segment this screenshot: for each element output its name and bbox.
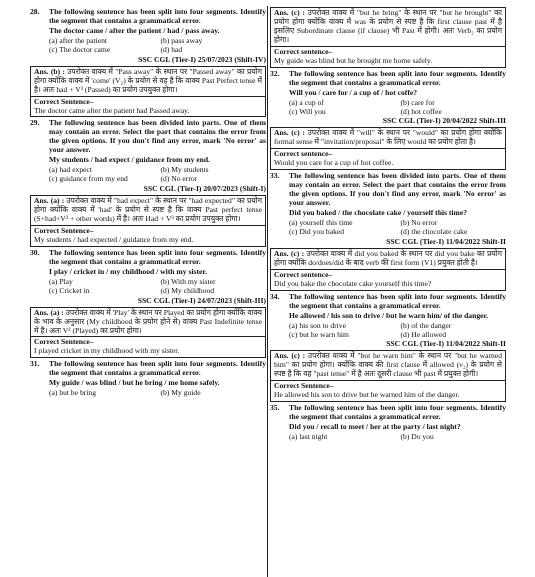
question-block xyxy=(270,293,506,340)
answer-label: Ans. (a) : xyxy=(34,307,64,317)
correct-sentence-box xyxy=(30,97,266,118)
correct-sentence-box xyxy=(270,270,506,291)
question-sentence: Did you baked / the chocolate cake / yourself this time? xyxy=(289,208,468,218)
question-number: 33. xyxy=(270,171,280,181)
answer-explanation xyxy=(30,195,266,226)
answer-explanation xyxy=(270,127,506,149)
question-block xyxy=(270,404,506,442)
column-divider xyxy=(267,6,268,577)
answer-text: उपरोक्त वाक्य में "but he warn him" के स्थान पर "but he warned him" का प्रयोग होगा। क्योंकि वाक्य की first clause में allowed (v₂) के प्रयोग से स्पष्ट है कि वह "past tense" में है अतः दूसरी clause भी past में प्रयुक्त होगी। xyxy=(274,351,502,379)
question-sentence: My guide / was blind / but he bring / me home safely. xyxy=(49,378,220,388)
correct-sentence-text: Would you care for a cup of hot coffee. xyxy=(274,158,394,168)
question-sentence: He allowed / his son to drive / but he warn him/ of the danger. xyxy=(289,310,489,320)
option-item: (d) My childhood xyxy=(160,285,215,295)
option-item: (b) pass away xyxy=(160,35,203,45)
correct-sentence-text: He allowed his son to drive but he warned him of the danger. xyxy=(274,390,460,400)
question-instruction: The following sentence has been divided into parts. One of them may contain an error. Select the part that contains the error from the given options. If you don't find any error, mark 'No error' as your answer. xyxy=(289,171,506,208)
question-number: 34. xyxy=(270,291,280,301)
question-body xyxy=(49,8,266,55)
option-item: (a) yourself this time xyxy=(289,218,353,228)
question-body xyxy=(49,119,266,184)
question-number: 28. xyxy=(30,7,40,16)
answer-label: Ans. (c) : xyxy=(274,128,305,138)
correct-sentence-label: Correct sentence– xyxy=(274,46,333,56)
question-instruction: The following sentence has been split into four segments. Identify the segment that contains a grammatical error. xyxy=(289,68,506,87)
left-column xyxy=(30,6,266,577)
answer-text: उपरोक्त वाक्य में "but he bring" के स्थान पर "but he brought" का प्रयोग होगा क्योंकि वाक्य में was के प्रयोग से स्पष्ट है कि first clause past में है इसलिए Subordinate clause (if clause) भी Past में होगी। अतः Verb₂ का प्रयोग होगा। xyxy=(274,8,502,44)
correct-sentence-box xyxy=(30,337,266,358)
question-block xyxy=(30,360,266,398)
answer-text: उपरोक्त वाक्य में "will" के स्थान पर "would" का प्रयोग होगा क्योंकि formal sense में "invitation/proposal" के लिए would का प्रयोग होता है। xyxy=(274,128,502,147)
answer-explanation xyxy=(30,66,266,97)
option-item: (c) Did you baked xyxy=(289,226,345,236)
option-list xyxy=(49,37,266,55)
question-body xyxy=(49,249,266,296)
correct-sentence-text: I played cricket in my childhood with my sister. xyxy=(34,346,180,356)
option-item: (d) hot coffee xyxy=(400,106,442,116)
question-body xyxy=(289,70,506,117)
correct-sentence-label: Correct sentence– xyxy=(274,269,333,279)
option-item: (a) a cup of xyxy=(289,97,324,107)
answer-text: उपरोक्त वाक्य में "Pass away" के स्थान पर "Passed away" का प्रयोग होगा क्योंकि वाक्य में 'come' (V₂) के प्रयोग से वह है कि वाक्य Past Perfect tense में है। अतः had + V³ (Passed) का प्रयोग उपयुक्त होगा। xyxy=(34,66,263,94)
answer-text: उपरोक्त वाक्य में did you baked के स्थान पर did you bake का प्रयोग होगा क्योंकि do/does/did के बाद verb की first form (V1) प्रयुक्त होती है। xyxy=(274,248,502,267)
correct-sentence-text: The doctor came after the patient had Passed away. xyxy=(34,105,190,115)
correct-sentence-box xyxy=(270,47,506,68)
exam-source: SSC CGL (Tier-I) 24/07/2023 (Shift-III) xyxy=(137,295,266,305)
exam-source: SSC CGL (Tier-I) 25/07/2023 (Shift-IV) xyxy=(138,54,266,64)
question-number: 30. xyxy=(30,247,40,257)
option-item: (b) With my sister xyxy=(160,276,216,286)
question-number: 35. xyxy=(270,403,280,413)
option-item: (c) Cricket in xyxy=(49,285,90,295)
question-sentence: I play / cricket in / my childhood / with my sister. xyxy=(49,266,207,276)
option-list xyxy=(289,322,506,340)
exam-source: SSC CGL (Tier-I) 20/04/2022 Shift-III xyxy=(382,116,506,126)
question-instruction: The following sentence has been split into four segments. Identify the segment that contains a grammatical error. xyxy=(49,247,266,266)
option-list xyxy=(49,166,266,184)
question-body xyxy=(289,172,506,237)
option-item: (a) last night xyxy=(289,432,328,442)
question-sentence: Will you / care for / a cup of / hot coffe? xyxy=(289,87,418,97)
question-body xyxy=(289,293,506,340)
option-list xyxy=(49,278,266,296)
answer-text: उपरोक्त वाक्य में 'Play' के स्थान पर Played का प्रयोग होगा क्योंकि वाक्य के भाव के अनुसार (My childhood के प्रयोग होने से) वाक्य Past Indefinite tense में है। अतः V² (Played) का प्रयोग होगा। xyxy=(34,307,262,335)
option-item: (a) but he bring xyxy=(49,388,97,398)
correct-sentence-text: My students / had expected / guidance from my end. xyxy=(34,234,194,244)
option-item: (d) had xyxy=(160,44,183,54)
option-item: (d) the chocolate cake xyxy=(400,226,468,236)
option-item: (a) after the patient xyxy=(49,35,107,45)
correct-sentence-text: Did you bake the chocolate cake yourself this time? xyxy=(274,278,432,288)
question-instruction: The following sentence has been divided into parts. One of them may contain an error. Select the part that contains the error from the given options. If you don't find any error, mark 'No error' as your answer. xyxy=(49,118,266,155)
answer-label: Ans. (c) : xyxy=(274,248,305,258)
question-number: 31. xyxy=(30,359,40,369)
option-item: (b) care for xyxy=(400,97,435,107)
option-item: (c) The doctor came xyxy=(49,44,111,54)
answer-label: Ans. (c) : xyxy=(274,8,305,17)
correct-sentence-label: Correct Sentence– xyxy=(34,225,94,235)
answer-label: Ans. (a) : xyxy=(34,196,65,206)
question-instruction: The following sentence has been split into four segments. Identify the segment that contains a grammatical error. xyxy=(289,403,506,422)
question-instruction: The following sentence has been split into four segments. Identify the segment that contains a grammatical error. xyxy=(289,291,506,310)
correct-sentence-label: Correct Sentence– xyxy=(34,96,94,106)
correct-sentence-box xyxy=(30,226,266,247)
question-number: 29. xyxy=(30,118,40,128)
option-item: (b) Do you xyxy=(400,432,434,442)
option-item: (c) guidance from my end xyxy=(49,174,128,184)
exam-source: SSC CGL (Tier-I) 11/04/2022 Shift-II xyxy=(386,339,506,349)
option-list xyxy=(289,433,506,442)
option-item: (a) had expect xyxy=(49,165,93,175)
exam-source: SSC CGL (Tier-I) 11/04/2022 Shift-II xyxy=(386,236,506,246)
option-list xyxy=(49,389,266,398)
question-instruction: The following sentence has been split into four segments. Identify the segment that contains a grammatical error. xyxy=(49,7,266,25)
question-block xyxy=(270,70,506,117)
question-block xyxy=(30,249,266,296)
option-list xyxy=(289,99,506,117)
question-body xyxy=(49,360,266,398)
question-sentence: Did you / recall to meet / her at the party / last night? xyxy=(289,422,461,432)
question-block xyxy=(270,172,506,237)
correct-sentence-label: Correct Sentence– xyxy=(34,337,94,347)
option-item: (a) Play xyxy=(49,276,73,286)
question-block xyxy=(30,119,266,184)
correct-sentence-box xyxy=(270,381,506,402)
option-item: (c) Will you xyxy=(289,106,326,116)
answer-explanation xyxy=(30,307,266,338)
question-block xyxy=(30,8,266,55)
option-item: (b) My students xyxy=(160,165,209,175)
option-item: (d) No error xyxy=(160,174,198,184)
question-sentence: My students / had expect / guidance from my end. xyxy=(49,155,211,165)
answer-label: Ans. (b) : xyxy=(34,66,65,76)
option-item: (a) his son to drive xyxy=(289,320,346,330)
answer-explanation xyxy=(270,7,506,47)
question-number: 32. xyxy=(270,68,280,78)
answer-explanation xyxy=(270,248,506,270)
correct-sentence-label: Correct Sentence– xyxy=(274,381,334,391)
option-item: (b) No error xyxy=(400,218,438,228)
option-list xyxy=(289,219,506,237)
option-item: (b) My guide xyxy=(160,388,201,398)
option-item: (d) He allowed xyxy=(400,329,447,339)
question-instruction: The following sentence has been split into four segments. Identify the segment that contains a grammatical error. xyxy=(49,359,266,378)
option-item: (b) of the danger xyxy=(400,320,452,330)
correct-sentence-label: Correct sentence– xyxy=(274,149,333,159)
answer-text: उपरोक्त वाक्य में "had expect" के स्थान पर "had expected" का प्रयोग होगा क्योंकि वाक्य में 'had' के प्रयोग से स्पष्ट है कि वाक्य Past perfect tense (S+had+V³ + other words) में है। अतः Had + V³ का प्रयोग उपयुक्त होगा। xyxy=(34,196,262,224)
question-sentence: The doctor came / after the patient / had / pass away. xyxy=(49,25,220,35)
exam-source: SSC CGL (Tier-I) 20/07/2023 (Shift-I) xyxy=(143,184,266,194)
right-column xyxy=(270,6,506,577)
correct-sentence-text: My guide was blind but he brought me home safely. xyxy=(274,55,433,65)
question-body xyxy=(289,404,506,442)
correct-sentence-box xyxy=(270,149,506,170)
answer-explanation xyxy=(270,350,506,381)
option-item: (c) but he warn him xyxy=(289,329,349,339)
answer-label: Ans. (c) : xyxy=(274,351,306,361)
